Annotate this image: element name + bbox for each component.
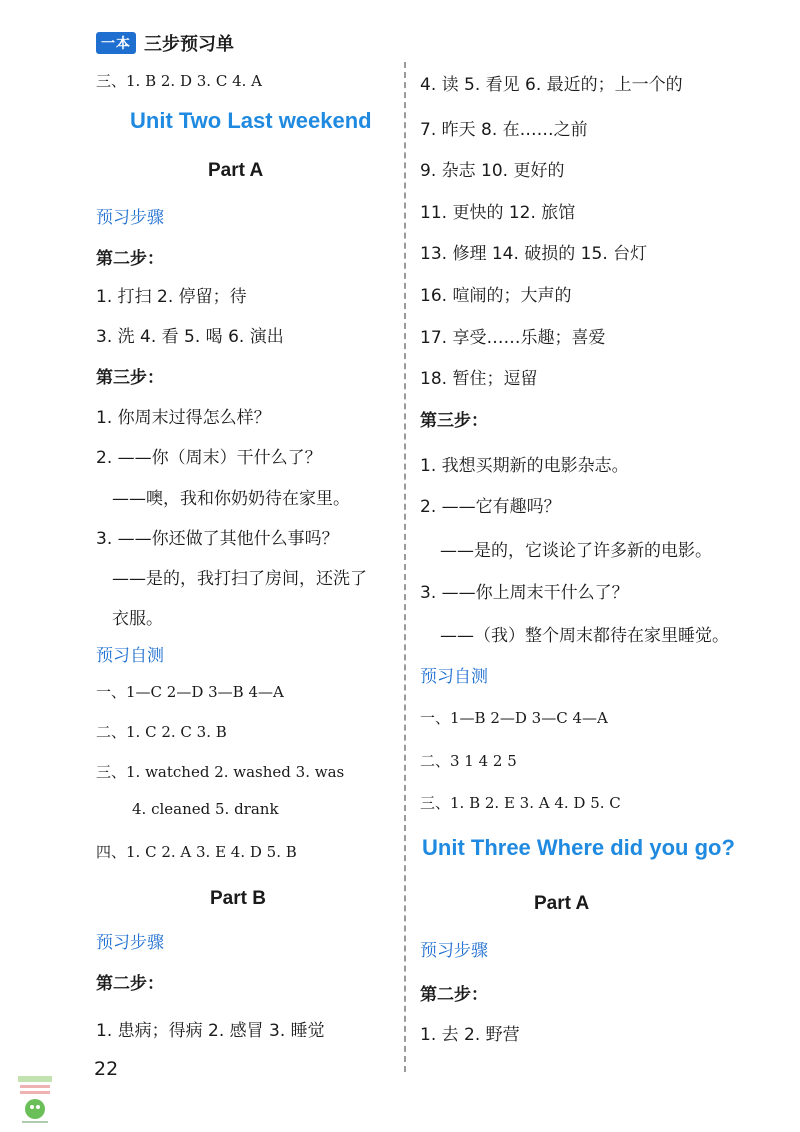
answer-line: 1. 患病；得病 2. 感冒 3. 睡觉 xyxy=(96,1021,325,1041)
column-divider xyxy=(404,62,406,1072)
part-a-heading: Part A xyxy=(208,160,264,181)
answer-line: ——是的，我打扫了房间，还洗了 xyxy=(112,569,367,589)
answer-line: 18. 暂住；逗留 xyxy=(420,369,538,389)
answer-line: 三、1. B 2. E 3. A 4. D 5. C xyxy=(420,794,621,812)
step-two-label: 第二步： xyxy=(96,974,164,994)
self-test-heading: 预习自测 xyxy=(420,667,488,687)
answer-line: 衣服。 xyxy=(112,609,163,629)
preview-steps-heading: 预习步骤 xyxy=(96,933,164,953)
answer-line: 一、1—C 2—D 3—B 4—A xyxy=(96,683,284,701)
answer-line: 1. 你周末过得怎么样？ xyxy=(96,408,271,428)
answer-line: ——（我）整个周末都待在家里睡觉。 xyxy=(440,626,729,646)
part-a-heading: Part A xyxy=(534,893,590,914)
preview-steps-heading: 预习步骤 xyxy=(420,941,488,961)
answer-line: ——噢，我和你奶奶待在家里。 xyxy=(112,489,350,509)
unit-two-title: Unit Two Last weekend xyxy=(130,108,372,133)
page-number: 22 xyxy=(94,1058,119,1080)
answer-line: 7. 昨天 8. 在……之前 xyxy=(420,120,588,140)
self-test-heading: 预习自测 xyxy=(96,646,164,666)
answer-line: 17. 享受……乐趣；喜爱 xyxy=(420,328,606,348)
preview-steps-heading: 预习步骤 xyxy=(96,208,164,228)
answer-line: 1. 打扫 2. 停留；待 xyxy=(96,287,247,307)
answer-line: 3. ——你上周末干什么了？ xyxy=(420,583,629,603)
part-b-heading: Part B xyxy=(210,888,266,909)
step-three-label: 第三步： xyxy=(96,368,164,388)
page-header xyxy=(96,30,234,56)
answer-line: 二、1. C 2. C 3. B xyxy=(96,723,227,741)
answer-line: 2. ——它有趣吗？ xyxy=(420,497,561,517)
answer-line: 3. 洗 4. 看 5. 喝 6. 演出 xyxy=(96,327,284,347)
answer-line: 13. 修理 14. 破损的 15. 台灯 xyxy=(420,244,648,264)
answer-line: 4. cleaned 5. drank xyxy=(132,800,279,818)
answer-line: 三、1. watched 2. washed 3. was xyxy=(96,763,345,781)
answer-line: 16. 喧闹的；大声的 xyxy=(420,286,572,306)
publisher-stamp-icon xyxy=(16,1074,54,1126)
answer-line: 3. ——你还做了其他什么事吗？ xyxy=(96,529,339,549)
answer-line: 4. 读 5. 看见 6. 最近的；上一个的 xyxy=(420,75,683,95)
unit-three-title: Unit Three Where did you go? xyxy=(422,835,735,860)
answer-line: 9. 杂志 10. 更好的 xyxy=(420,161,565,181)
answer-line: 1. 去 2. 野营 xyxy=(420,1025,520,1045)
answer-line: ——是的，它谈论了许多新的电影。 xyxy=(440,541,712,561)
step-three-label: 第三步： xyxy=(420,411,488,431)
step-two-label: 第二步： xyxy=(96,249,164,269)
answer-line: 一、1—B 2—D 3—C 4—A xyxy=(420,709,608,727)
step-two-label: 第二步： xyxy=(420,985,488,1005)
answer-line: 三、1. B 2. D 3. C 4. A xyxy=(96,72,262,90)
header-title: 三步预习单 xyxy=(144,34,234,55)
answer-line: 二、3 1 4 2 5 xyxy=(420,752,517,770)
brand-logo: 一本 xyxy=(96,32,136,54)
answer-line: 11. 更快的 12. 旅馆 xyxy=(420,203,576,223)
answer-line: 1. 我想买期新的电影杂志。 xyxy=(420,456,629,476)
answer-line: 四、1. C 2. A 3. E 4. D 5. B xyxy=(96,843,297,861)
answer-line: 2. ——你（周末）干什么了？ xyxy=(96,448,322,468)
